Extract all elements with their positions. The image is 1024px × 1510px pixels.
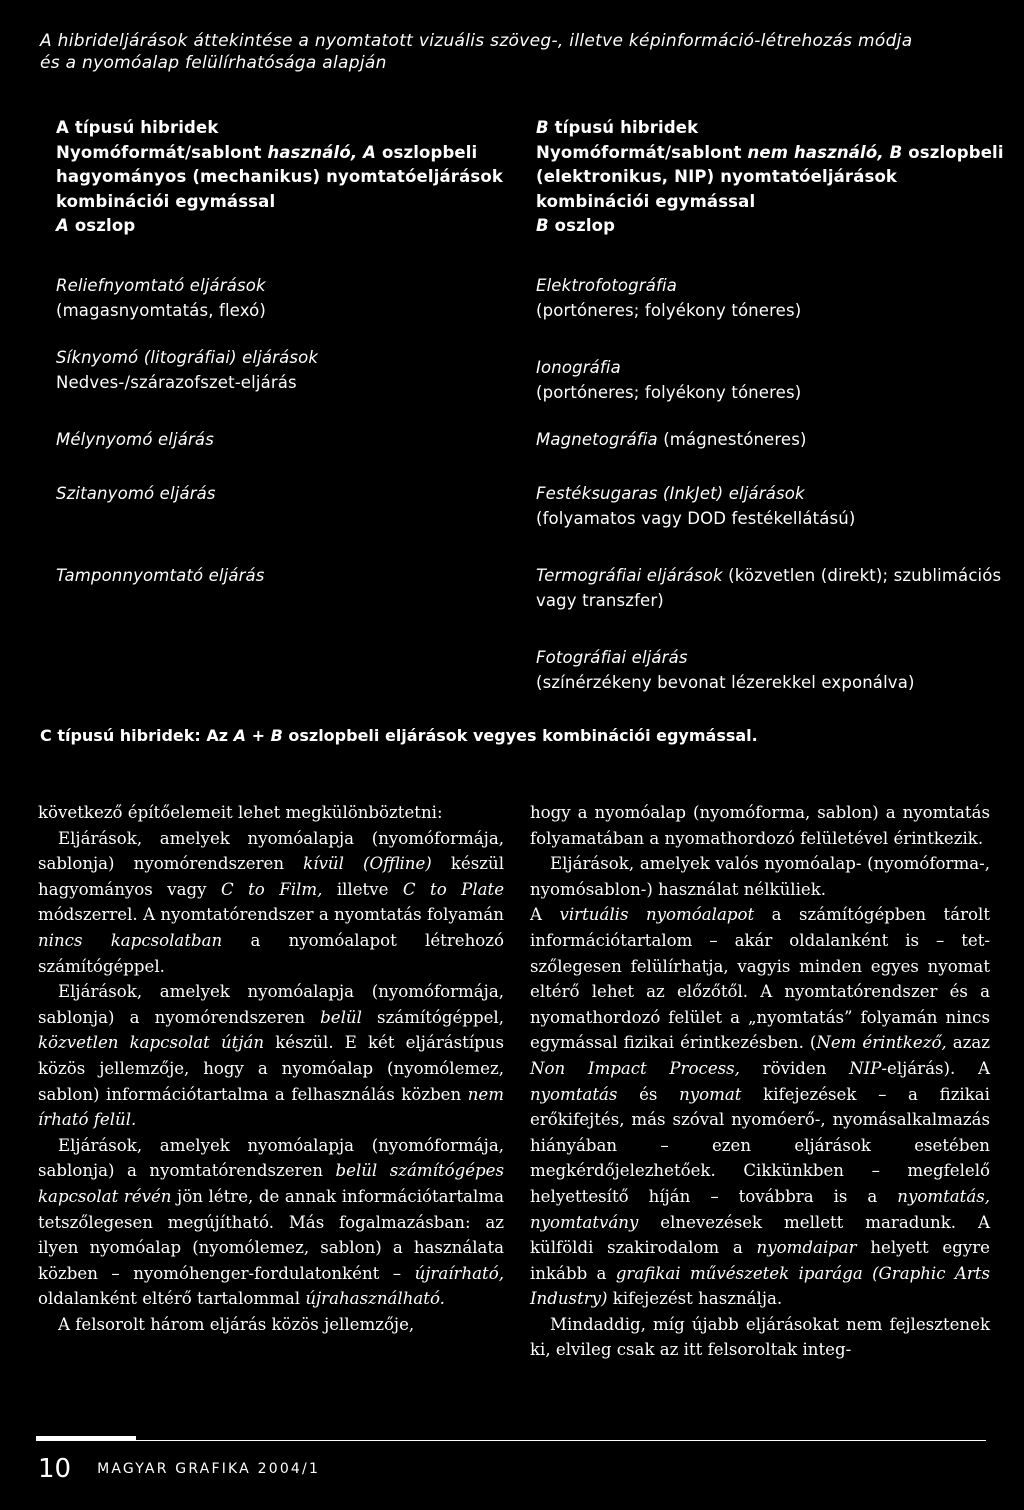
item-termografia-rest: (közvetlen (direkt); szublimációs — [722, 566, 1002, 585]
c-type-row — [40, 725, 1000, 747]
caption-line-1: A hibrideljárások áttekintése a nyomtatott vizuális szöveg-, illetve képinformáció-létrehozás módja — [40, 31, 913, 51]
br-p3-t10: kifejezést használja. — [607, 1289, 783, 1309]
br-p3-t1: A — [530, 905, 560, 925]
bl-p2-t4: módszerrel. A nyomtatórendszer a nyomtatás folyamán — [38, 905, 504, 925]
br-p3-i3: Non Impact Process, — [530, 1058, 740, 1078]
br-p3-t3: azaz — [946, 1033, 990, 1053]
body-right-paragraph-3 — [530, 902, 990, 1312]
br-p3-t2: a számítógépben tárolt információtartalom – akár oldalanként is – tetszőlegesen felülírhatja, vagyis minden egyes nyomat eltérő lehet az előzőtől. A nyomtatórendszer és a nyomathordozó felület a „nyomtatás” folyamán nincs egymással fizikai érintkezésben. ( — [530, 905, 990, 1053]
item-relief-sub: (magasnyomtatás, flexó) — [56, 300, 266, 320]
item-melynyomo: Mélynyomó eljárás — [56, 430, 214, 449]
heading-b-line-5 — [536, 214, 1004, 239]
body-left-paragraph-3 — [38, 979, 504, 1133]
page-footer — [38, 1454, 320, 1484]
bl-p2-t3: illetve — [322, 879, 403, 899]
item-magnetografia-title: Magnetográfia — [536, 430, 658, 449]
br-p3-i4: NIP — [849, 1058, 882, 1078]
bl-p2-t1: Eljárások, amelyek nyomóalapja (nyomóformája, sablonja) nyomórendszeren — [38, 828, 504, 874]
heading-a-line-2-italic: használó, A — [267, 142, 377, 162]
br-p3-i9: grafikai művészetek iparága (Graphic Arts Industry) — [530, 1263, 990, 1309]
heading-a-line-3: hagyományos (mechanikus) nyomtatóeljárások — [56, 167, 503, 186]
heading-a-line-5-post: oszlop — [68, 216, 136, 235]
heading-a-line-5-italic: A — [56, 216, 69, 235]
bl-p2-t2: készül hagyományos vagy — [38, 854, 505, 899]
bl-p3-i1: belül — [320, 1007, 362, 1027]
page-number: 10 — [38, 1454, 72, 1484]
br-p3-t5: -eljárás). A — [881, 1058, 990, 1078]
br-p3-i2: Nem érintkező, — [816, 1033, 947, 1053]
item-termografia-line-2: vagy transzfer) — [536, 590, 664, 610]
br-p3-t8: elnevezések mellett maradunk. A külföldi szakirodalom a — [530, 1212, 990, 1258]
heading-b-line-2 — [536, 141, 1004, 166]
bl-p4-i2: újraírható, — [414, 1263, 504, 1283]
item-siknyomo-sub: Nedves-/szárazofszet-eljárás — [56, 372, 297, 392]
item-magnetografia-sub: (mágnestóneres) — [657, 430, 807, 449]
body-right-paragraph-1: hogy a nyomóalap (nyomóforma, sablon) a nyomtatás folyamatában a nyomathordozó felületével érintkezik. — [530, 803, 990, 848]
item-festeksugaras — [536, 482, 855, 531]
bl-p2-i2: C to Film, — [220, 879, 323, 899]
footer-rule — [36, 1440, 986, 1441]
bl-p2-i1: kívül (Offline) — [303, 854, 432, 874]
heading-b-line-5-italic: B — [536, 216, 549, 235]
heading-b-line-2-pre: Nyomóformát/sablont — [536, 142, 748, 162]
item-festeksugaras-title: Festéksugaras (InkJet) eljárások — [536, 484, 805, 503]
c-row-plus: + — [246, 726, 271, 745]
heading-a-line-4: kombinációi egymással — [56, 191, 276, 211]
body-right-paragraph-2: Eljárások, amelyek valós nyomóalap- (nyomóforma-, nyomósablon-) használat nélküliek. — [530, 854, 990, 899]
item-relief-title: Reliefnyomtató eljárások — [56, 276, 266, 295]
heading-b-line-1-italic: B — [536, 118, 549, 137]
item-relief — [56, 274, 266, 323]
caption-line-2: és a nyomóalap felülírhatósága alapján — [40, 53, 387, 73]
br-p3-t4: röviden — [739, 1058, 850, 1078]
heading-a-line-2-pre: Nyomóformát/sablont — [56, 142, 268, 162]
body-right-paragraph-4: Mindaddig, míg újabb eljárásokat nem fejlesztenek ki, elvileg csak az itt felsoroltak integ- — [530, 1314, 990, 1360]
item-szitanyomo: Szitanyomó eljárás — [56, 484, 216, 503]
figure-caption — [40, 30, 980, 74]
bl-p4-t2: jön létre, de annak információtartalma tetszőlegesen megújítható. Más fogalmazásban: az ilyen nyomóalap (nyomólemez, sablon) a használata közben – nyomóhenger-fordulatonként – — [38, 1186, 504, 1283]
item-termografia — [536, 564, 1001, 613]
column-b-heading — [536, 116, 1004, 239]
heading-a-line-2-post: oszlopbeli — [376, 142, 478, 162]
heading-a-line-2 — [56, 141, 503, 166]
bl-p3-t2: számítógéppel, — [361, 1007, 504, 1027]
item-elektrofotografia-sub: (portóneres; folyékony tóneres) — [536, 300, 802, 320]
heading-b-line-5-post: oszlop — [548, 216, 616, 235]
item-termografia-title: Termográfiai eljárások — [536, 566, 723, 585]
br-p3-t6: és — [617, 1084, 680, 1104]
item-festeksugaras-sub: (folyamatos vagy DOD festékellátású) — [536, 508, 856, 528]
heading-b-line-1 — [536, 116, 1004, 141]
heading-b-line-2-italic: nem használó, B — [747, 142, 903, 162]
c-row-b: B — [270, 726, 283, 745]
br-p3-t9: helyett egyre inkább a — [530, 1238, 990, 1283]
item-fotografia — [536, 646, 915, 695]
bl-p4-t1: Eljárások, amelyek nyomóalapja (nyomóformája, sablonja) a nyomtatórendszeren — [38, 1135, 504, 1181]
item-ionografia — [536, 356, 801, 405]
bl-p2-i4: nincs kapcsolatban — [38, 930, 223, 950]
bl-p3-t3: készül. E két eljárástípus közös jellemzője, hogy a nyomóalap (nyomólemez, sablon) információtartalma a felhasználás közben — [38, 1033, 504, 1104]
br-p3-i1: virtuális nyomóalapot — [559, 905, 755, 925]
heading-b-line-1-post: típusú hibridek — [548, 118, 699, 137]
heading-a-line-5 — [56, 214, 503, 239]
heading-b-line-3: (elektronikus, NIP) nyomtatóeljárások — [536, 167, 898, 186]
item-termografia-line-1 — [536, 564, 1001, 589]
item-ionografia-sub: (portóneres; folyékony tóneres) — [536, 382, 802, 402]
item-fotografia-sub: (színérzékeny bevonat lézerekkel exponálva) — [536, 672, 915, 692]
journal-name: MAGYAR GRAFIKA 2004/1 — [97, 1461, 321, 1477]
br-p3-i5: nyomtatás — [530, 1084, 618, 1104]
br-p3-i7: nyomtatás, nyomtatvány — [530, 1186, 990, 1232]
item-elektrofotografia — [536, 274, 801, 323]
body-left-paragraph-1: következő építőelemeit lehet megkülönböztetni: — [38, 803, 443, 822]
item-siknyomo — [56, 346, 318, 395]
heading-b-line-2-post: oszlopbeli — [902, 142, 1004, 162]
item-magnetografia — [536, 428, 807, 453]
br-p3-t7: kifejezések – a fizikai erőkifejtés, más szóval nyomóerő-, nyomásalkalmazás hiányában – ezen eljárások esetében megkérdőjelezhetőek. Cikkünkben – megfelelő helyettesítő híján – továbbra is a — [530, 1084, 990, 1206]
column-a-heading — [56, 116, 503, 239]
body-left-paragraph-4 — [38, 1133, 504, 1312]
bl-p3-i3: nem írható felül. — [38, 1084, 504, 1130]
c-row-post: oszlopbeli eljárások vegyes kombinációi egymással. — [282, 726, 758, 745]
heading-a-line-1: A típusú hibridek — [56, 118, 219, 137]
heading-b-line-4: kombinációi egymással — [536, 191, 756, 211]
body-left-paragraph-5: A felsorolt három eljárás közös jellemzője, — [58, 1314, 415, 1334]
bl-p4-i3: újrahasználható. — [305, 1289, 445, 1309]
bl-p4-t3: oldalanként eltérő tartalommal — [38, 1289, 306, 1309]
body-right-column — [530, 800, 990, 1363]
c-row-a: A — [233, 726, 247, 745]
bl-p3-i2: közvetlen kapcsolat útján — [38, 1033, 265, 1053]
bl-p4-i1: belül számítógépes kapcsolat révén — [38, 1161, 504, 1206]
item-ionografia-title: Ionográfia — [536, 358, 621, 377]
item-elektrofotografia-title: Elektrofotográfia — [536, 276, 677, 295]
item-tamponnyomtato: Tamponnyomtató eljárás — [56, 566, 265, 585]
item-fotografia-title: Fotográfiai eljárás — [536, 648, 688, 667]
bl-p2-t5: a nyomóalapot létrehozó számítógéppel. — [38, 930, 504, 976]
br-p3-i6: nyomat — [679, 1084, 742, 1104]
c-row-pre: C típusú hibridek: Az — [40, 726, 234, 745]
body-left-paragraph-2 — [38, 826, 504, 980]
bl-p2-i3: C to Plate — [402, 879, 505, 899]
item-siknyomo-title: Síknyomó (litográfiai) eljárások — [56, 348, 319, 367]
body-left-column — [38, 800, 504, 1337]
br-p3-i8: nyomdaipar — [756, 1238, 857, 1258]
bl-p3-t1: Eljárások, amelyek nyomóalapja (nyomóformája, sablonja) a nyomórendszeren — [38, 982, 504, 1027]
